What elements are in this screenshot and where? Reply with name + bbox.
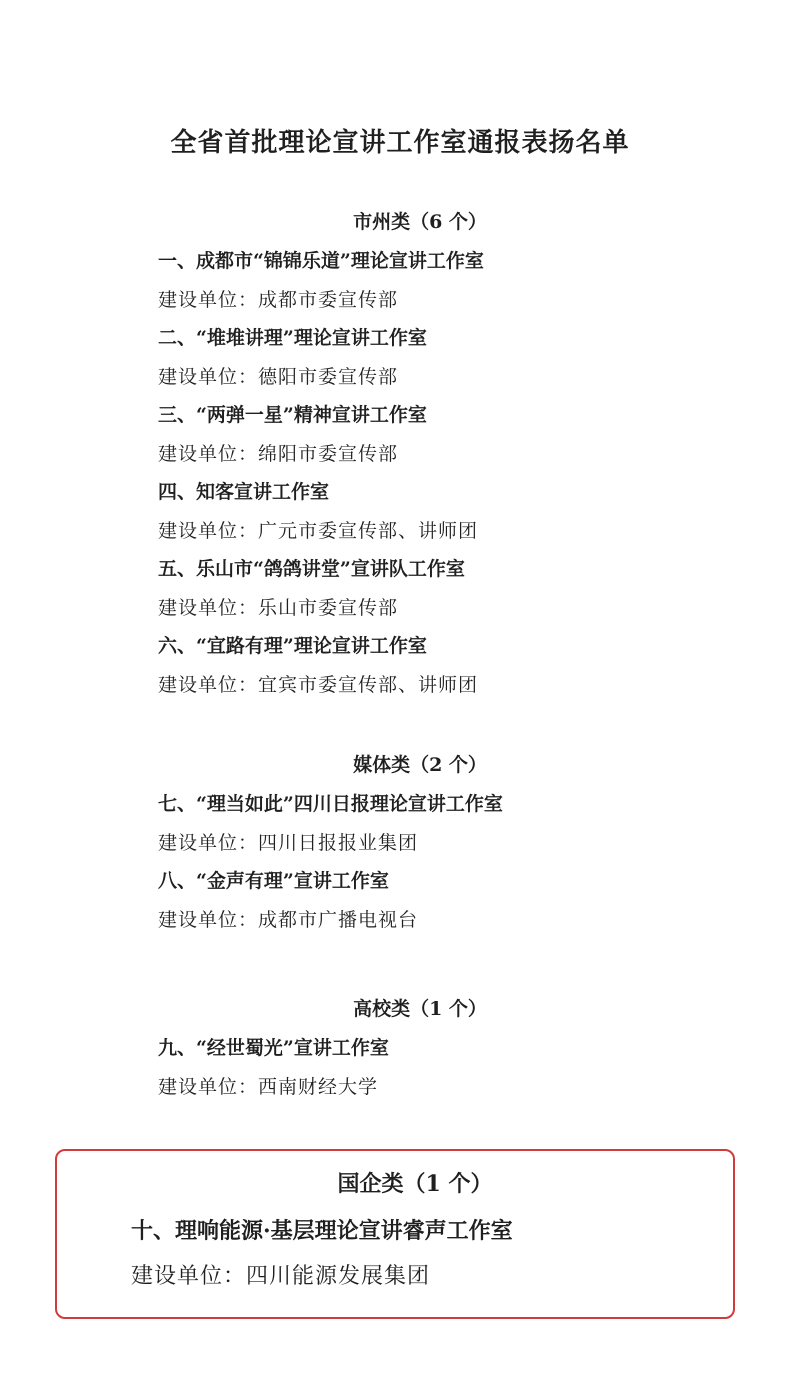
entry-name: 一、成都市“锦锦乐道”理论宣讲工作室	[158, 250, 484, 272]
section-heading: 市州类（6 个）	[353, 211, 487, 233]
section-media	[0, 745, 800, 939]
list-item	[57, 1207, 733, 1299]
entry-name: 三、“两弹一星”精神宣讲工作室	[158, 404, 427, 426]
section-heading: 高校类（1 个）	[353, 998, 487, 1020]
entry-name: 十、理响能源·基层理论宣讲睿声工作室	[131, 1218, 513, 1244]
entry-unit: 建设单位：西南财经大学	[158, 1076, 379, 1098]
list-item	[0, 627, 800, 704]
section-heading: 媒体类（2 个）	[353, 754, 487, 776]
list-item	[0, 862, 800, 939]
entry-name: 九、“经世蜀光”宣讲工作室	[158, 1037, 389, 1059]
entry-unit: 建设单位：广元市委宣传部、讲师团	[158, 520, 479, 542]
list-item	[0, 1029, 800, 1106]
section-city	[0, 202, 800, 704]
highlight-box-state-enterprise	[55, 1149, 735, 1319]
entry-unit: 建设单位：宜宾市委宣传部、讲师团	[158, 674, 479, 696]
list-item	[0, 550, 800, 627]
entry-unit: 建设单位：四川能源发展集团	[131, 1264, 431, 1289]
list-item	[0, 785, 800, 862]
entry-name: 八、“金声有理”宣讲工作室	[158, 870, 389, 892]
list-item	[0, 242, 800, 319]
page-title: 全省首批理论宣讲工作室通报表扬名单	[170, 128, 630, 158]
entry-name: 七、“理当如此”四川日报理论宣讲工作室	[158, 793, 503, 815]
entry-unit: 建设单位：乐山市委宣传部	[158, 597, 399, 619]
entry-unit: 建设单位：成都市委宣传部	[158, 289, 399, 311]
entry-unit: 建设单位：绵阳市委宣传部	[158, 443, 399, 465]
entry-unit: 建设单位：四川日报报业集团	[158, 832, 419, 854]
list-item	[0, 396, 800, 473]
entry-name: 二、“堆堆讲理”理论宣讲工作室	[158, 327, 427, 349]
entry-name: 六、“宜路有理”理论宣讲工作室	[158, 635, 427, 657]
list-item	[0, 319, 800, 396]
list-item	[0, 473, 800, 550]
entry-name: 五、乐山市“鸽鸽讲堂”宣讲队工作室	[158, 558, 465, 580]
section-university	[0, 989, 800, 1106]
entry-name: 四、知客宣讲工作室	[158, 481, 330, 503]
entry-unit: 建设单位：德阳市委宣传部	[158, 366, 399, 388]
section-heading: 国企类（1 个）	[337, 1171, 493, 1197]
entry-unit: 建设单位：成都市广播电视台	[158, 909, 419, 931]
